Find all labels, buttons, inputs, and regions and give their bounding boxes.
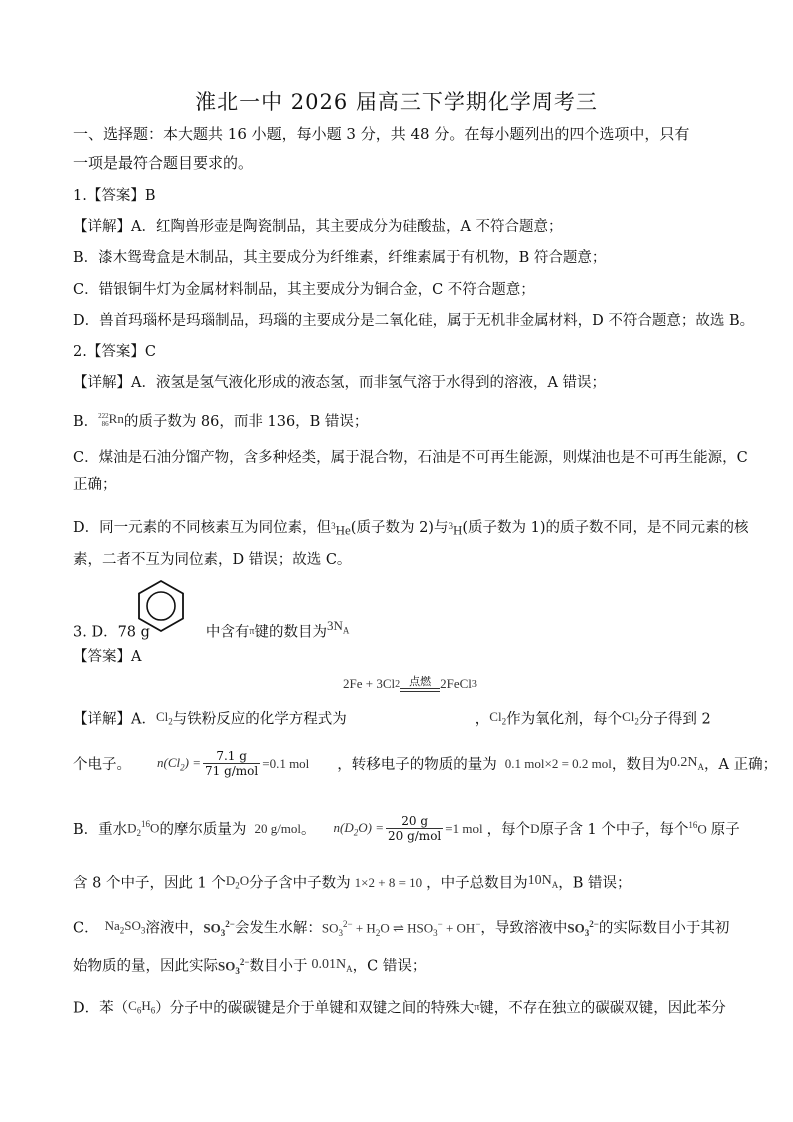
q2-detail-d1: D．同一元素的不同核素互为同位素，但$^3$He(质子数为 2)与$^3$H(质子数为 1)的质子数不同，是不同元素的核: [73, 514, 723, 542]
q3-detail-c2: 始物质的量，因此实际$SO_3^{2-}$数目小于 $0.01N_A$，C 错误；: [73, 956, 427, 976]
section-heading-line2: 一项是最符合题目要求的。: [73, 154, 254, 172]
q3-detail-d: D．苯$(C_6H_6)$分子中的碳碳键是介于单键和双键之间的特殊大π键，不存在独立的碳碳双键，因此苯分: [73, 998, 726, 1017]
q3-detail-b2: 含 8 个中子，因此 1 个$D_2O$分子含中子数为 1×2 + 8 = 10 ，中子总数目为$10N_A$，B 错误；: [73, 873, 632, 892]
q3-detail-a2: 个电子。 $n(Cl_2)$ = $\frac{7.1 g}{\text{71 g/mol}}$ =0.1 mol ，转移电子的物质的量为 0.1 mol×2 = 0.2 mol，数目为$0.2N_A$，A 正确；: [73, 749, 778, 778]
helium-nuclide: $^3$He: [331, 521, 351, 538]
q3-detail-b1: B．重水$D_2^{16}O$的摩尔质量为 20 g/mol。 $n(D_2O)$ = $\frac{20 g}{\text{20 g/mol}}$ =1 mol ，每个D原子含 1 个中子，每个$^{16}$O 原子: [73, 814, 740, 843]
section-heading-line1: 一、选择题：本大题共 16 小题，每小题 3 分，共 48 分。在每小题列出的四个选项中，只有: [73, 125, 690, 143]
q2-detail-c2: 正确；: [73, 477, 117, 493]
radon-nuclide: 222 86Rn: [98, 411, 124, 429]
equation-arrow: 点燃: [400, 676, 440, 692]
q3-detail-c1: C． $Na_2SO_3$溶液中，$SO_3^{2-}$会发生水解：$SO_3^{2-} + H_2O$ ⇌ $HSO_3^- + OH^-$，导致溶液中$SO_3^{2-}$的实际数目小于其初: [73, 918, 730, 938]
page-title: 淮北一中 2026 届高三下学期化学周考三: [195, 90, 598, 114]
q1-detail-c: C．错银铜牛灯为金属材料制品，其主要成分为铜合金，C 不符合题意；: [73, 282, 535, 298]
q1-detail-a: 【详解】A．红陶兽形壶是陶瓷制品，其主要成分为硅酸盐，A 不符合题意；: [73, 219, 563, 235]
q2-detail-d2: 素，二者不互为同位素，D 错误；故选 C。: [73, 552, 352, 568]
q3-stem: 3. D．78 g 中含有π键的数目为$3N_A$: [73, 618, 350, 641]
q1-detail-b: B．漆木鸳鸯盒是木制品，其主要成分为纤维素，纤维素属于有机物，B 符合题意；: [73, 250, 607, 266]
q3-detail-a: 【详解】A．$Cl_2$与铁粉反应的化学方程式为 ，$Cl_2$作为氧化剂，每个$Cl_2$分子得到 2: [73, 709, 711, 728]
q2-detail-c1: C．煤油是石油分馏产物，含多种烃类，属于混合物，石油是不可再生能源，则煤油也是不可再生能源，C: [73, 450, 748, 466]
q2-detail-b: B．222 86Rn的质子数为 86，而非 136，B 错误；: [73, 410, 723, 434]
q3-equation: 2Fe + 3Cl2 点燃 2FeCl3: [343, 675, 477, 691]
q1-answer: 1.【答案】B: [73, 188, 156, 204]
q2-answer: 2.【答案】C: [73, 344, 156, 360]
q3-answer: 【答案】A: [73, 649, 142, 665]
q1-detail-d: D．兽首玛瑙杯是玛瑙制品，玛瑙的主要成分是二氧化硅，属于无机非金属材料，D 不符合题意；故选 B。: [73, 313, 755, 329]
hydrogen-nuclide: $^3$H: [448, 521, 463, 538]
q2-detail-a: 【详解】A．液氢是氢气液化形成的液态氢，而非氢气溶于水得到的溶液，A 错误；: [73, 375, 607, 391]
